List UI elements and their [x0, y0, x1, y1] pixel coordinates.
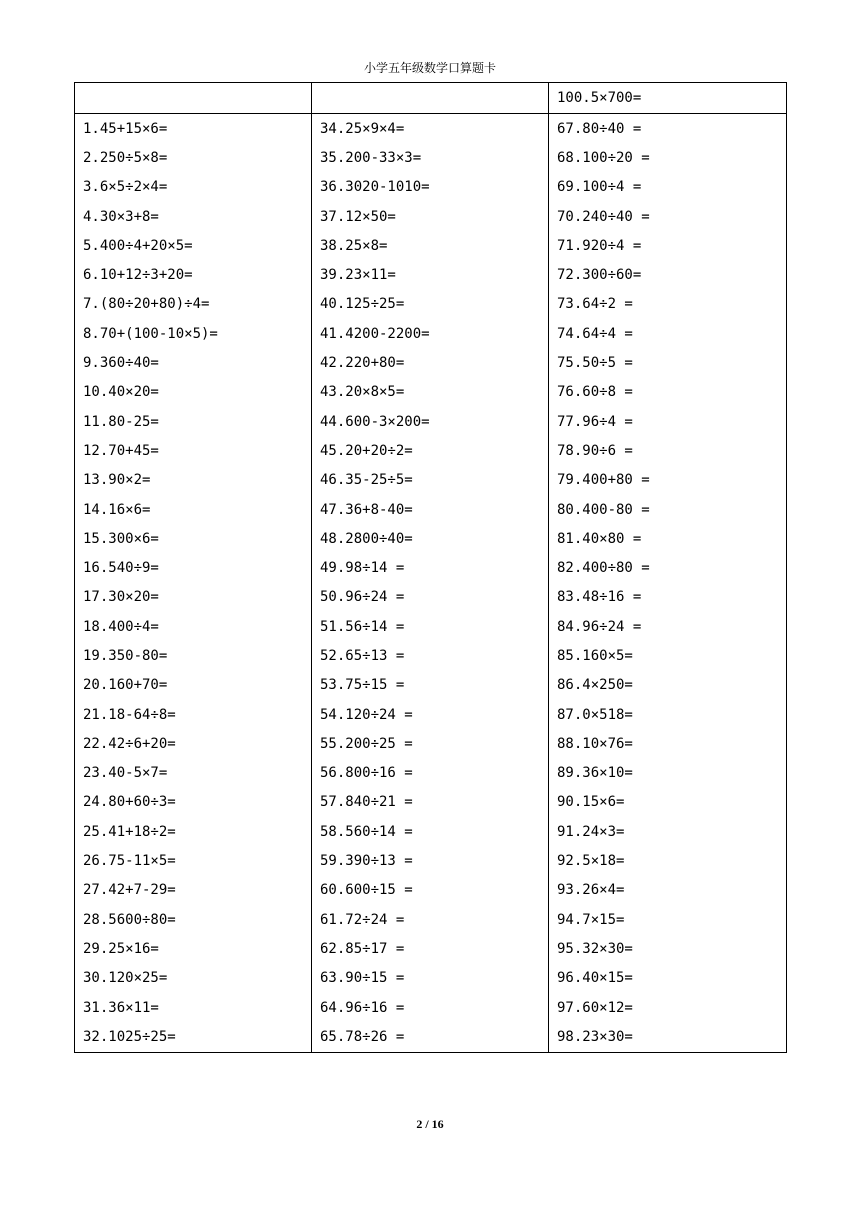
table-row	[75, 612, 787, 641]
problem-cell: 4.30×3+8=	[75, 202, 312, 231]
problem-cell: 7.(80÷20+80)÷4=	[75, 290, 312, 319]
problem-cell: 70.240÷40 =	[549, 202, 787, 231]
problem-cell: 16.540÷9=	[75, 553, 312, 582]
problem-cell: 14.16×6=	[75, 495, 312, 524]
problem-cell: 58.560÷14 =	[312, 817, 549, 846]
problem-cell: 87.0×518=	[549, 700, 787, 729]
table-row	[75, 495, 787, 524]
problem-cell: 63.90÷15 =	[312, 964, 549, 993]
problem-cell: 82.400÷80 =	[549, 553, 787, 582]
problem-cell: 88.10×76=	[549, 729, 787, 758]
problem-cell: 85.160×5=	[549, 641, 787, 670]
problem-cell: 41.4200-2200=	[312, 319, 549, 348]
problem-cell: 26.75-11×5=	[75, 846, 312, 875]
table-row	[75, 143, 787, 172]
problem-cell: 40.125÷25=	[312, 290, 549, 319]
table-row	[75, 934, 787, 963]
table-row	[75, 407, 787, 436]
problem-cell: 10.40×20=	[75, 378, 312, 407]
problem-cell: 29.25×16=	[75, 934, 312, 963]
table-row	[75, 173, 787, 202]
problem-cell: 38.25×8=	[312, 231, 549, 260]
problem-cell: 97.60×12=	[549, 993, 787, 1022]
problem-cell: 75.50÷5 =	[549, 348, 787, 377]
page-header-title: 小学五年级数学口算题卡	[363, 61, 496, 75]
table-row	[75, 202, 787, 231]
problem-cell: 67.80÷40 =	[549, 114, 787, 144]
problem-cell: 89.36×10=	[549, 759, 787, 788]
table-row	[75, 319, 787, 348]
problem-cell: 35.200-33×3=	[312, 143, 549, 172]
problem-cell: 45.20+20÷2=	[312, 436, 549, 465]
problem-cell	[312, 83, 549, 114]
problem-cell: 32.1025÷25=	[75, 1022, 312, 1052]
problem-cell: 71.920÷4 =	[549, 231, 787, 260]
problem-cell: 23.40-5×7=	[75, 759, 312, 788]
problem-cell: 56.800÷16 =	[312, 759, 549, 788]
problem-cell: 76.60÷8 =	[549, 378, 787, 407]
problem-cell: 3.6×5÷2×4=	[75, 173, 312, 202]
problem-cell: 93.26×4=	[549, 876, 787, 905]
problem-cell	[75, 83, 312, 114]
table-row	[75, 436, 787, 465]
problem-cell: 84.96÷24 =	[549, 612, 787, 641]
problem-cell: 39.23×11=	[312, 260, 549, 289]
problem-cell: 9.360÷40=	[75, 348, 312, 377]
problem-cell: 8.70+(100-10×5)=	[75, 319, 312, 348]
problem-cell: 77.96÷4 =	[549, 407, 787, 436]
problem-cell: 30.120×25=	[75, 964, 312, 993]
problem-cell: 52.65÷13 =	[312, 641, 549, 670]
problem-cell: 51.56÷14 =	[312, 612, 549, 641]
problem-cell: 49.98÷14 =	[312, 553, 549, 582]
table-row	[75, 846, 787, 875]
problem-cell: 21.18-64÷8=	[75, 700, 312, 729]
problem-cell: 53.75÷15 =	[312, 671, 549, 700]
problem-cell: 13.90×2=	[75, 466, 312, 495]
table-row	[75, 759, 787, 788]
problem-cell: 1.45+15×6=	[75, 114, 312, 144]
problem-cell: 69.100÷4 =	[549, 173, 787, 202]
problem-cell: 6.10+12÷3+20=	[75, 260, 312, 289]
problem-cell: 19.350-80=	[75, 641, 312, 670]
problem-cell: 34.25×9×4=	[312, 114, 549, 144]
problem-cell: 47.36+8-40=	[312, 495, 549, 524]
table-row	[75, 700, 787, 729]
problem-cell: 78.90÷6 =	[549, 436, 787, 465]
problem-cell: 90.15×6=	[549, 788, 787, 817]
problem-cell: 96.40×15=	[549, 964, 787, 993]
problem-cell: 46.35-25÷5=	[312, 466, 549, 495]
problem-cell: 15.300×6=	[75, 524, 312, 553]
problem-cell: 74.64÷4 =	[549, 319, 787, 348]
problem-cell: 31.36×11=	[75, 993, 312, 1022]
table-row	[75, 583, 787, 612]
table-row	[75, 553, 787, 582]
problem-cell: 64.96÷16 =	[312, 993, 549, 1022]
problem-cell: 80.400-80 =	[549, 495, 787, 524]
table-row	[75, 290, 787, 319]
table-row	[75, 964, 787, 993]
problem-cell: 25.41+18÷2=	[75, 817, 312, 846]
arithmetic-table-body	[75, 83, 787, 1053]
problem-cell: 55.200÷25 =	[312, 729, 549, 758]
problem-cell: 44.600-3×200=	[312, 407, 549, 436]
table-row	[75, 114, 787, 144]
problem-cell: 98.23×30=	[549, 1022, 787, 1052]
problem-cell: 18.400÷4=	[75, 612, 312, 641]
problem-cell: 5.400÷4+20×5=	[75, 231, 312, 260]
problem-cell: 20.160+70=	[75, 671, 312, 700]
table-row	[75, 348, 787, 377]
table-row	[75, 817, 787, 846]
table-row	[75, 524, 787, 553]
problem-cell: 79.400+80 =	[549, 466, 787, 495]
problem-cell: 12.70+45=	[75, 436, 312, 465]
problem-cell: 43.20×8×5=	[312, 378, 549, 407]
problem-cell: 60.600÷15 =	[312, 876, 549, 905]
page-number: 2 / 16	[416, 1117, 444, 1131]
table-row	[75, 788, 787, 817]
problem-cell: 86.4×250=	[549, 671, 787, 700]
problem-cell: 57.840÷21 =	[312, 788, 549, 817]
table-row	[75, 466, 787, 495]
problem-cell: 100.5×700=	[549, 83, 787, 114]
problem-cell: 2.250÷5×8=	[75, 143, 312, 172]
table-row	[75, 641, 787, 670]
problem-cell: 91.24×3=	[549, 817, 787, 846]
problem-cell: 65.78÷26 =	[312, 1022, 549, 1052]
table-row	[75, 671, 787, 700]
problem-cell: 59.390÷13 =	[312, 846, 549, 875]
problem-cell: 27.42+7-29=	[75, 876, 312, 905]
problem-cell: 54.120÷24 =	[312, 700, 549, 729]
problem-cell: 68.100÷20 =	[549, 143, 787, 172]
table-row	[75, 729, 787, 758]
problem-cell: 94.7×15=	[549, 905, 787, 934]
problem-cell: 62.85÷17 =	[312, 934, 549, 963]
arithmetic-table	[74, 82, 787, 1053]
problem-cell: 83.48÷16 =	[549, 583, 787, 612]
table-row	[75, 1022, 787, 1052]
problem-cell: 61.72÷24 =	[312, 905, 549, 934]
table-row	[75, 378, 787, 407]
problem-cell: 72.300÷60=	[549, 260, 787, 289]
problem-cell: 81.40×80 =	[549, 524, 787, 553]
problem-cell: 17.30×20=	[75, 583, 312, 612]
problem-cell: 24.80+60÷3=	[75, 788, 312, 817]
table-row	[75, 231, 787, 260]
table-row	[75, 83, 787, 114]
problem-cell: 42.220+80=	[312, 348, 549, 377]
problem-cell: 11.80-25=	[75, 407, 312, 436]
problem-cell: 92.5×18=	[549, 846, 787, 875]
table-row	[75, 993, 787, 1022]
table-row	[75, 260, 787, 289]
problem-cell: 36.3020-1010=	[312, 173, 549, 202]
problem-cell: 95.32×30=	[549, 934, 787, 963]
problem-cell: 48.2800÷40=	[312, 524, 549, 553]
problem-cell: 50.96÷24 =	[312, 583, 549, 612]
problem-cell: 37.12×50=	[312, 202, 549, 231]
problem-cell: 73.64÷2 =	[549, 290, 787, 319]
problem-cell: 28.5600÷80=	[75, 905, 312, 934]
table-row	[75, 876, 787, 905]
table-row	[75, 905, 787, 934]
problem-cell: 22.42÷6+20=	[75, 729, 312, 758]
